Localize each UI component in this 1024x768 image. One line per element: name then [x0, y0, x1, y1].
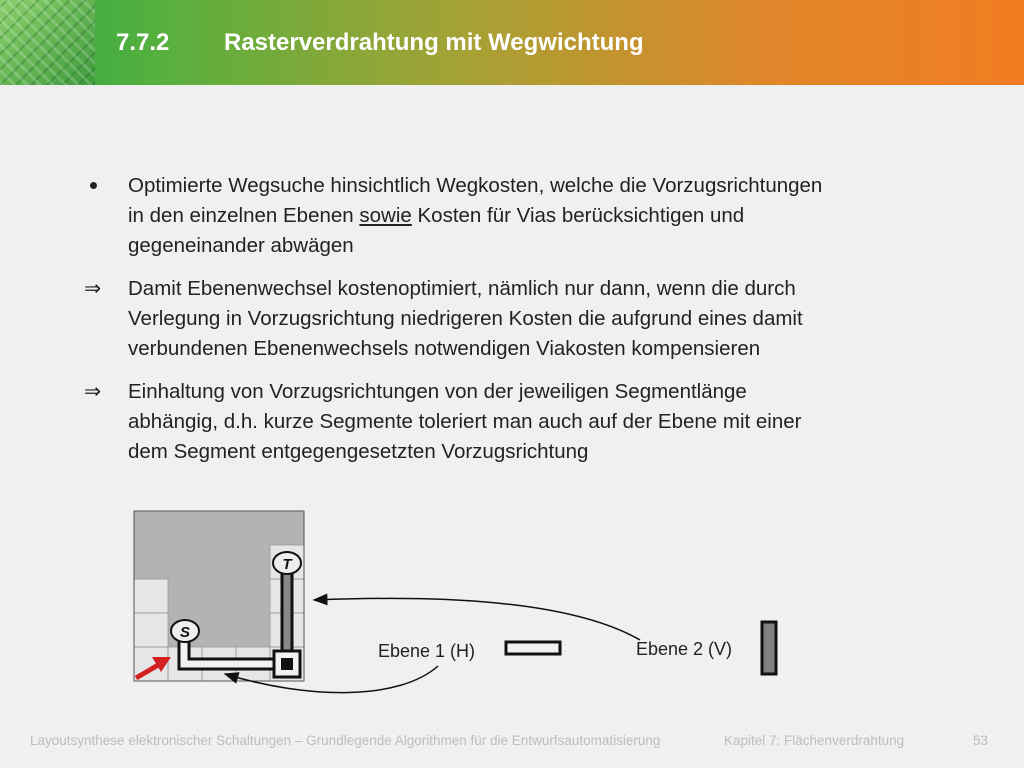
bullet-3-line-2: abhängig, d.h. kurze Segmente toleriert man auch auf der Ebene mit einer	[128, 410, 802, 433]
layer1-label: Ebene 1 (H)	[378, 641, 476, 661]
layer2-pointer-arrow	[314, 598, 640, 640]
implies-arrow-icon: ⇒	[84, 277, 102, 300]
bullet-1-line-2b: Kosten für Vias berücksichtigen und	[411, 204, 745, 227]
bullet-1-line-2-underlined: sowie	[359, 204, 412, 227]
target-marker	[273, 552, 301, 574]
bullet-2-line-2: Verlegung in Vorzugsrichtung niedrigeren Kosten die aufgrund eines damit	[128, 307, 803, 330]
section-number: 7.7.2	[116, 29, 170, 56]
bullet-1-line-1: Optimierte Wegsuche hinsichtlich Wegkosten, welche die Vorzugsrichtungen	[128, 174, 823, 197]
page-number: 53	[973, 733, 989, 748]
layer1-horizontal-symbol	[506, 642, 560, 654]
footer-course: Layoutsynthese elektronischer Schaltungen – Grundlegende Algorithmen für die Entwurfsautomatisierung	[30, 733, 661, 748]
footer-chapter: Kapitel 7: Flächenverdrahtung	[724, 733, 905, 748]
slide-title: Rasterverdrahtung mit Wegwichtung	[224, 29, 644, 56]
bullet-3-line-1: Einhaltung von Vorzugsrichtungen von der jeweiligen Segmentlänge	[128, 380, 747, 403]
implies-arrow-icon: ⇒	[84, 380, 102, 403]
svg-text:S: S	[179, 624, 191, 641]
layer2-label: Ebene 2 (V)	[636, 639, 733, 659]
bullet-3-line-3: dem Segment entgegengesetzten Vorzugsrichtung	[128, 440, 589, 463]
source-marker	[171, 620, 199, 642]
bullet-1-line-2a: in den einzelnen Ebenen	[128, 204, 360, 227]
bullet-1-line-3: gegeneinander abwägen	[128, 234, 354, 257]
bullet-2-line-3: verbundenen Ebenenwechsels notwendigen Viakosten kompensieren	[128, 337, 761, 360]
bullet-2-line-1: Damit Ebenenwechsel kostenoptimiert, nämlich nur dann, wenn die durch	[128, 277, 796, 300]
via-icon	[274, 651, 300, 677]
layer2-vertical-symbol	[762, 622, 776, 674]
svg-text:T: T	[282, 556, 292, 573]
